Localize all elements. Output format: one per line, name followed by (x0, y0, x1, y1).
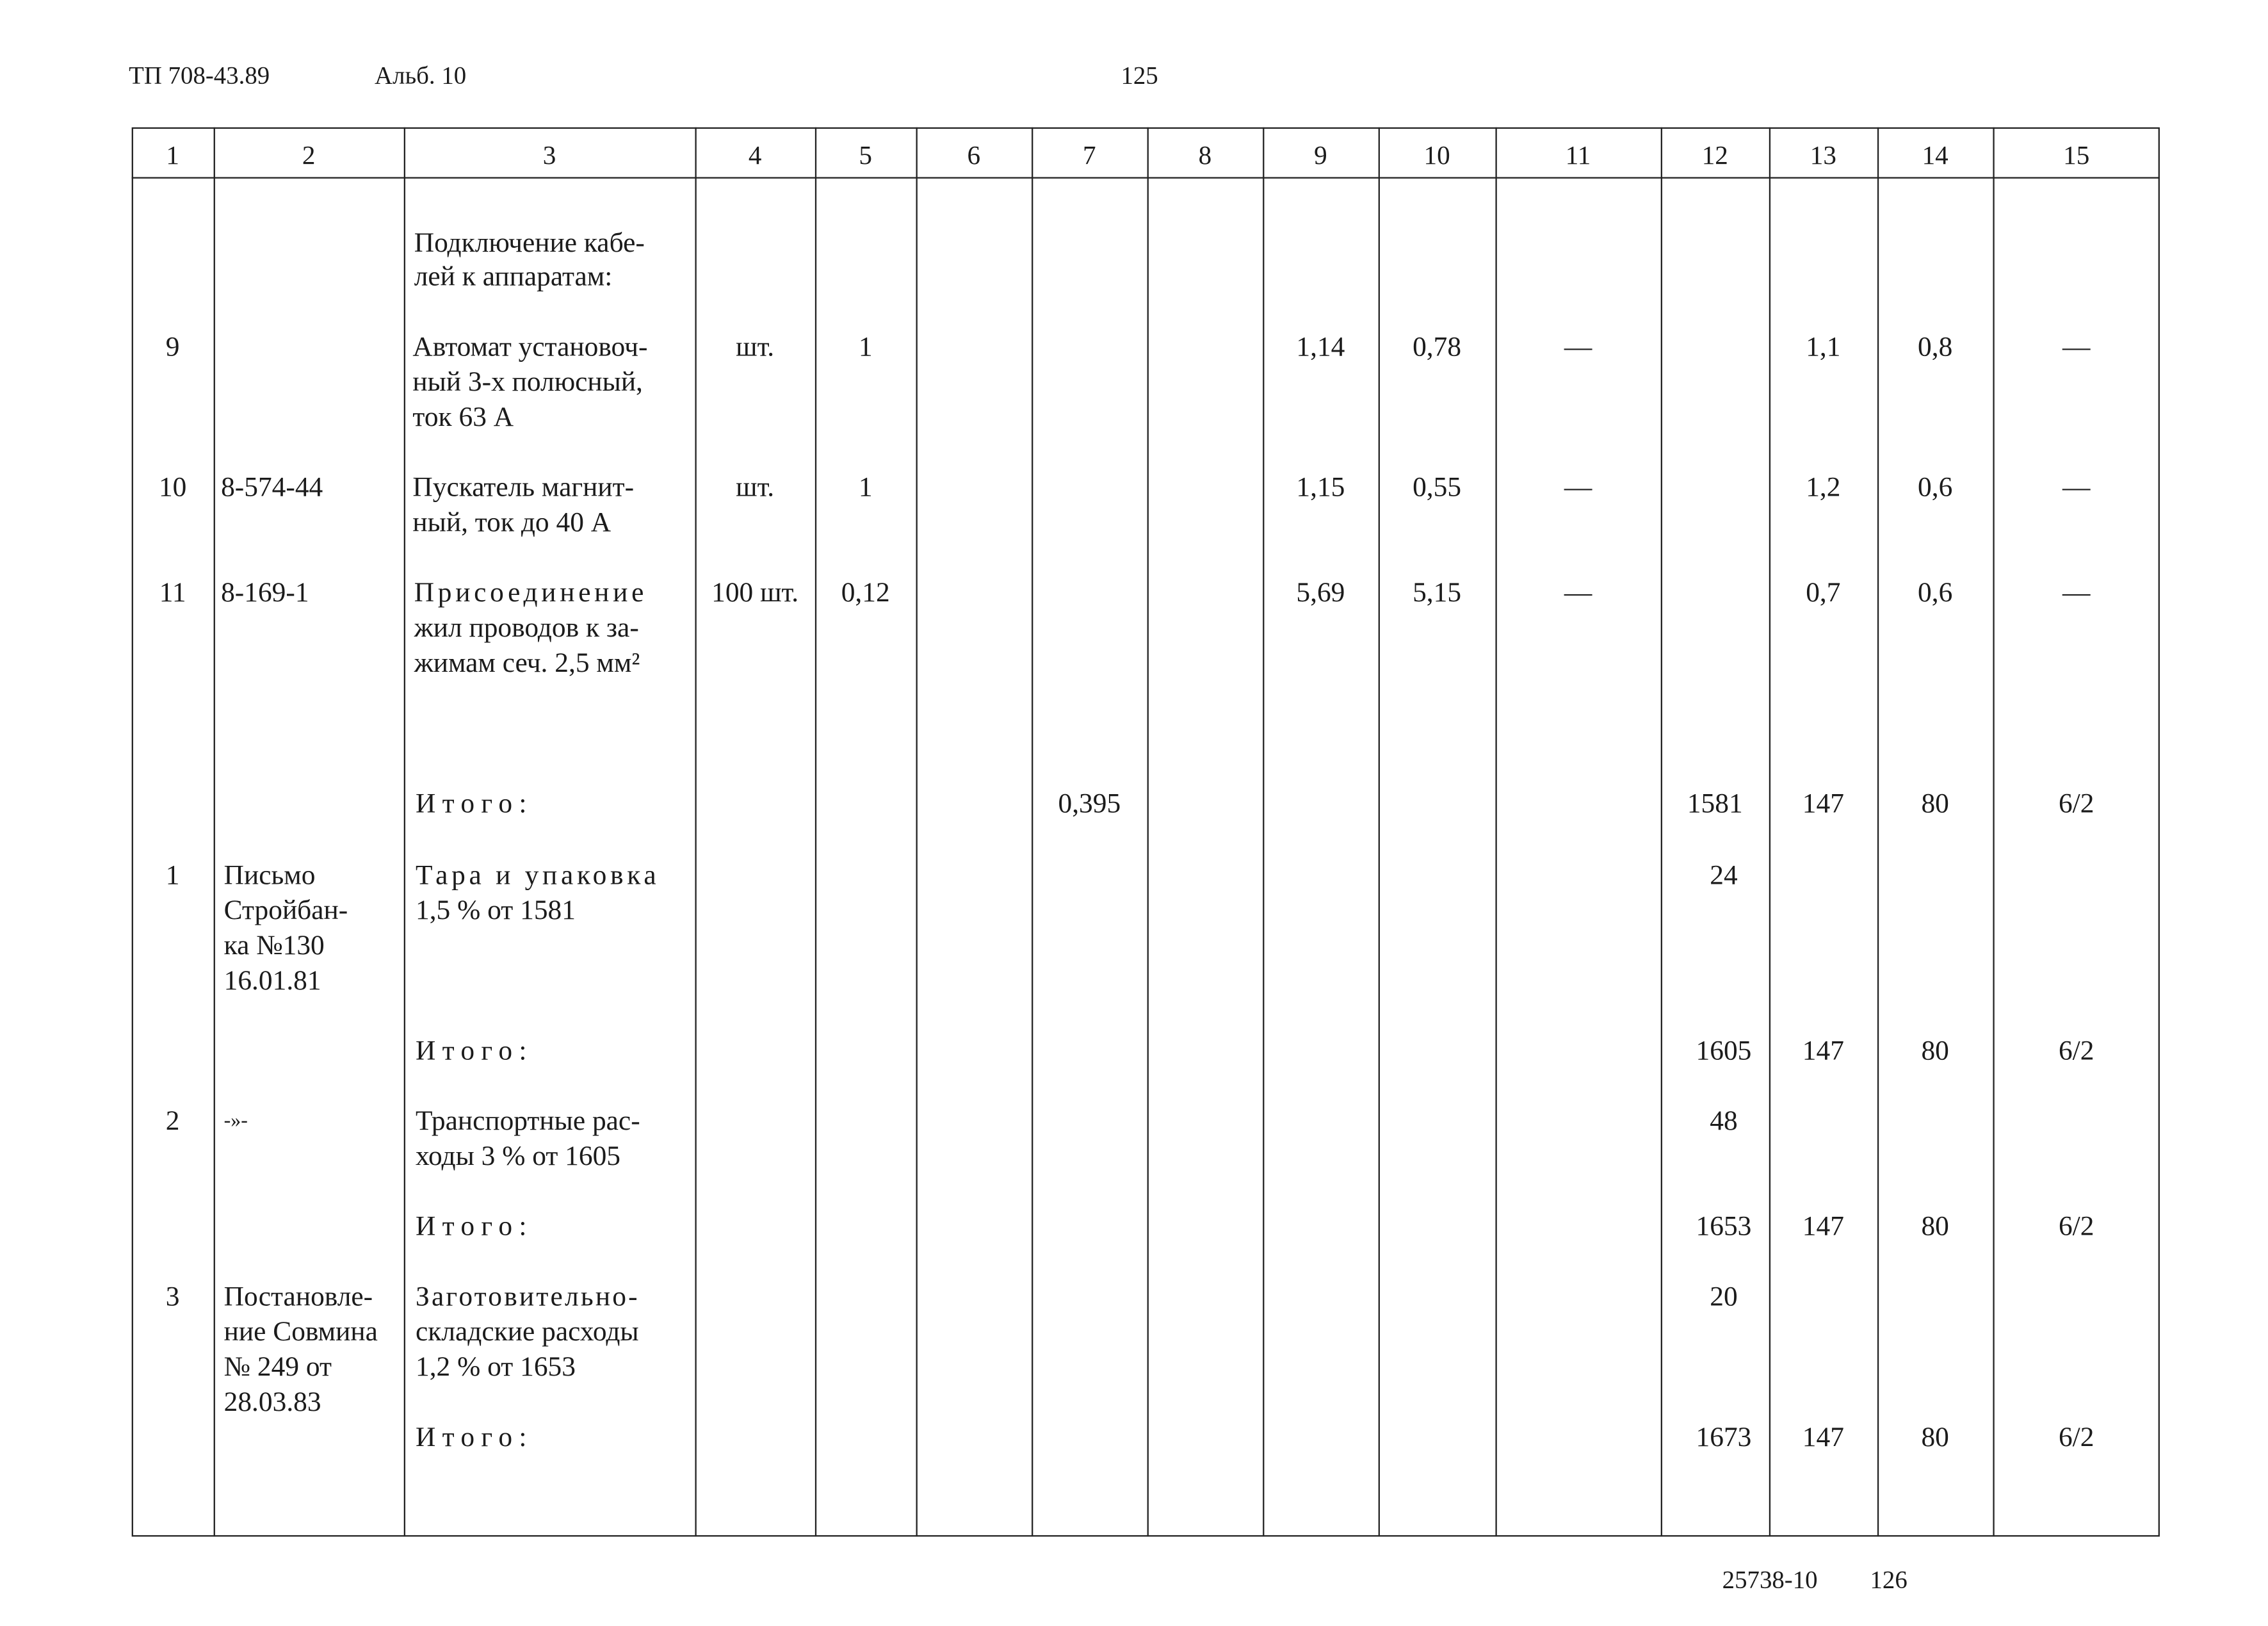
unit-cell: шт. (736, 332, 775, 363)
total-value: 6/2 (2058, 788, 2094, 820)
item-name-line: Присоединение (414, 578, 648, 609)
item-name-line: Автомат установоч- (412, 332, 648, 363)
row-number: 10 (158, 473, 187, 504)
total-value: 80 (1921, 1422, 1949, 1454)
basis-line: № 249 от (223, 1352, 332, 1383)
item-name-line: ный, ток до 40 А (412, 507, 612, 539)
item-name-line: ток 63 А (412, 402, 514, 434)
charge-name-line: Транспортные рас- (415, 1106, 640, 1137)
dash-cell: — (2062, 332, 2091, 363)
column-divider (404, 127, 405, 1537)
doc-code: ТП 708-43.89 (129, 61, 270, 90)
total-value: 147 (1802, 788, 1844, 820)
column-number: 1 (166, 140, 179, 170)
column-divider (1661, 127, 1662, 1537)
dash-cell: — (1564, 578, 1592, 609)
total-label: Итого: (415, 1036, 533, 1067)
value-cell: 1,2 (1806, 473, 1841, 504)
value-cell: 0,6 (1918, 473, 1953, 504)
basis-ditto-mark: -»- (223, 1110, 248, 1133)
total-value: 6/2 (2058, 1036, 2094, 1067)
unit-cell: шт. (736, 473, 775, 504)
value-cell: 5,15 (1413, 578, 1462, 609)
dash-cell: — (1564, 473, 1592, 504)
column-divider (916, 127, 918, 1537)
row-number: 3 (165, 1281, 180, 1313)
page-number: 125 (1121, 61, 1158, 90)
charge-name-line: складские расходы (415, 1317, 639, 1348)
charge-value: 24 (1710, 860, 1738, 891)
footer-doc-id: 25738-10 (1722, 1566, 1818, 1594)
value-cell: 1,15 (1296, 473, 1345, 504)
column-number: 15 (2063, 140, 2090, 170)
row-number: 2 (165, 1106, 180, 1137)
footer-page-number: 126 (1870, 1566, 1908, 1594)
charge-value: 20 (1710, 1281, 1738, 1313)
row-number: 1 (165, 860, 180, 891)
row-number: 11 (159, 578, 186, 609)
quantity-cell: 1 (858, 473, 873, 504)
column-number: 12 (1701, 140, 1728, 170)
total-value: 1673 (1696, 1422, 1752, 1454)
value-cell: 1,14 (1296, 332, 1345, 363)
value-cell: 0,8 (1918, 332, 1953, 363)
column-number: 6 (967, 140, 981, 170)
column-divider (1147, 127, 1149, 1537)
column-number: 14 (1922, 140, 1948, 170)
charge-name-line: Тара и упаковка (415, 860, 660, 891)
album-label: Альб. 10 (375, 61, 467, 90)
value-cell: 0,7 (1806, 578, 1841, 609)
total-value: 147 (1802, 1212, 1844, 1243)
total-label: Итого: (415, 788, 533, 820)
column-divider (1032, 127, 1033, 1537)
basis-line: 16.01.81 (223, 966, 321, 997)
total-value: 1605 (1696, 1036, 1752, 1067)
charge-value: 48 (1710, 1106, 1738, 1137)
column-number: 11 (1565, 140, 1591, 170)
norm-code: 8-169-1 (221, 578, 309, 609)
basis-line: 28.03.83 (223, 1387, 321, 1419)
section-title-line: лей к аппаратам: (414, 262, 613, 293)
item-name-line: жимам сеч. 2,5 мм² (414, 648, 640, 679)
basis-line: ка №130 (223, 931, 325, 962)
basis-line: Стройбан- (223, 895, 348, 927)
dash-cell: — (1564, 332, 1592, 363)
total-label: Итого: (415, 1212, 533, 1243)
total-value: 6/2 (2058, 1422, 2094, 1454)
column-number: 7 (1083, 140, 1096, 170)
header-row-divider (132, 177, 2160, 179)
total-value: 147 (1802, 1422, 1844, 1454)
value-cell: 0,78 (1413, 332, 1462, 363)
total-value: 1653 (1696, 1212, 1752, 1243)
basis-line: ние Совмина (223, 1317, 378, 1348)
value-cell: 1,1 (1806, 332, 1841, 363)
total-value: 0,395 (1058, 788, 1121, 820)
total-value: 6/2 (2058, 1212, 2094, 1243)
quantity-cell: 0,12 (841, 578, 890, 609)
row-number: 9 (165, 332, 180, 363)
value-cell: 0,6 (1918, 578, 1953, 609)
charge-name-line: Заготовительно- (415, 1281, 640, 1313)
section-title-line: Подключение кабе- (414, 228, 645, 259)
column-number: 3 (542, 140, 556, 170)
column-number: 10 (1423, 140, 1450, 170)
charge-name-line: 1,5 % от 1581 (415, 895, 576, 927)
total-value: 1581 (1687, 788, 1743, 820)
basis-line: Письмо (223, 860, 316, 891)
value-cell: 0,55 (1413, 473, 1462, 504)
charge-name-line: 1,2 % от 1653 (415, 1352, 576, 1383)
column-number: 13 (1810, 140, 1836, 170)
column-number: 8 (1198, 140, 1212, 170)
column-number: 9 (1314, 140, 1327, 170)
total-value: 147 (1802, 1036, 1844, 1067)
dash-cell: — (2062, 473, 2091, 504)
total-label: Итого: (415, 1422, 533, 1454)
total-value: 80 (1921, 1036, 1949, 1067)
total-value: 80 (1921, 1212, 1949, 1243)
column-divider (214, 127, 215, 1537)
charge-name-line: ходы 3 % от 1605 (415, 1141, 621, 1173)
basis-line: Постановле- (223, 1281, 373, 1313)
item-name-line: Пускатель магнит- (412, 473, 635, 504)
column-number: 5 (859, 140, 872, 170)
item-name-line: ный 3-х полюсный, (412, 367, 643, 398)
total-value: 80 (1921, 788, 1949, 820)
dash-cell: — (2062, 578, 2091, 609)
column-number: 2 (302, 140, 316, 170)
column-number: 4 (748, 140, 762, 170)
value-cell: 5,69 (1296, 578, 1345, 609)
quantity-cell: 1 (858, 332, 873, 363)
unit-cell: 100 шт. (711, 578, 799, 609)
item-name-line: жил проводов к за- (414, 613, 639, 644)
norm-code: 8-574-44 (221, 473, 323, 504)
